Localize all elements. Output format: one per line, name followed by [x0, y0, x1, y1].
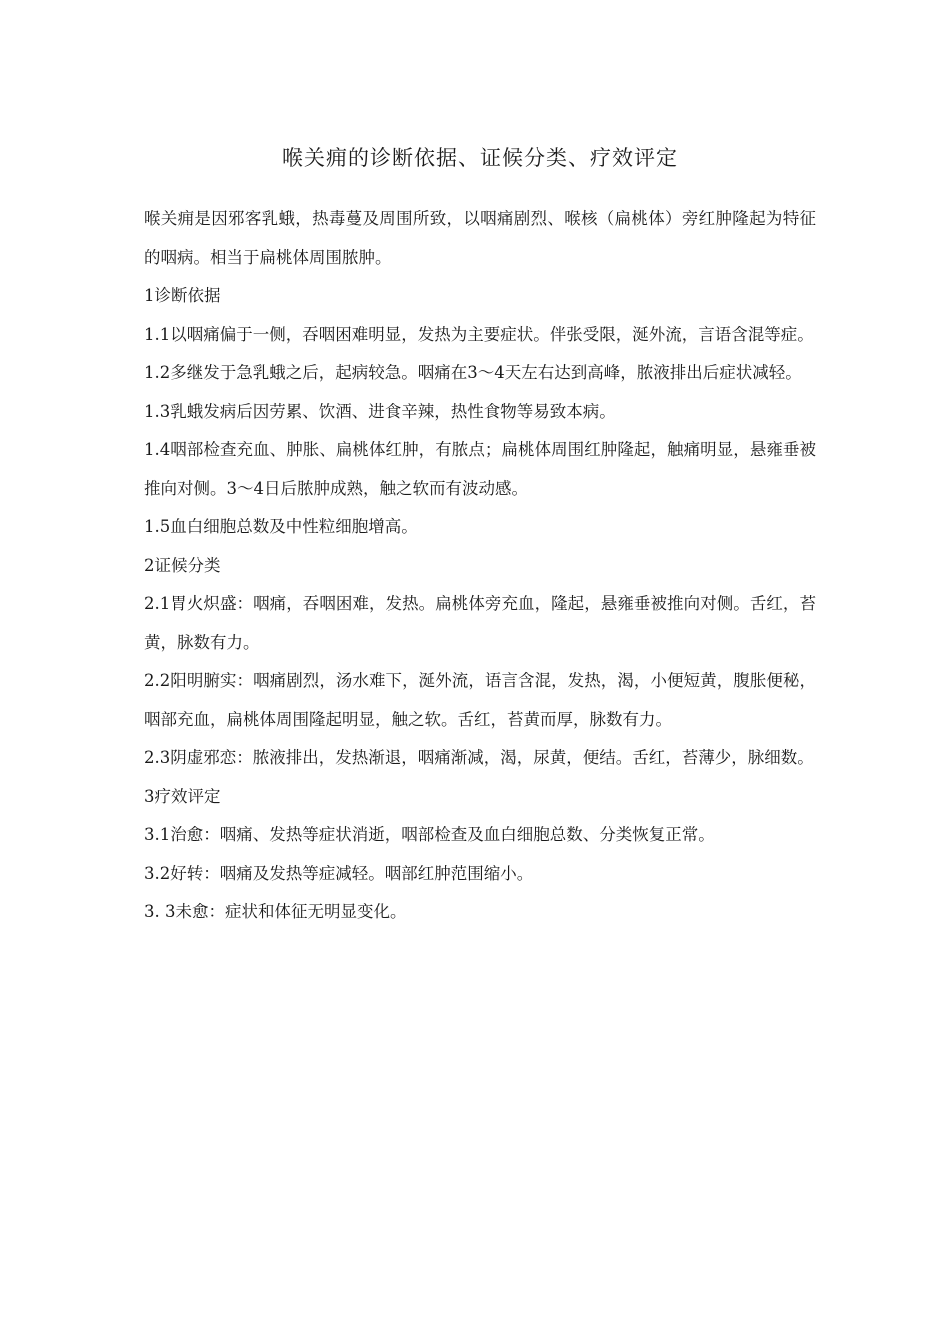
syndrome-item-2-2: 2.2阳明腑实：咽痛剧烈，汤水难下，涎外流，语言含混，发热，渴，小便短黄，腹胀便秘，咽部充血，扁桃体周围隆起明显，触之软。舌红，苔黄而厚，脉数有力。 [144, 671, 816, 729]
section-heading-efficacy: 3疗效评定 [144, 786, 221, 806]
diagnosis-item-1-1: 1.1以咽痛偏于一侧，吞咽困难明显，发热为主要症状。伴张受限，涎外流，言语含混等症。 [144, 324, 814, 344]
diagnosis-item-1-3: 1.3乳蛾发病后因劳累、饮酒、进食辛辣，热性食物等易致本病。 [144, 401, 616, 421]
diagnosis-item-1-4: 1.4咽部检查充血、肿胀、扁桃体红肿，有脓点；扁桃体周围红肿隆起，触痛明显，悬雍垂被推向对侧。3〜4日后脓肿成熟，触之软而有波动感。 [144, 440, 816, 498]
efficacy-item-3-1: 3.1治愈：咽痛、发热等症状消逝，咽部检查及血白细胞总数、分类恢复正常。 [144, 825, 715, 844]
syndrome-item-2-3: 2.3阴虚邪恋：脓液排出，发热渐退，咽痛渐减，渴，尿黄，便结。舌红，苔薄少，脉细数。 [144, 748, 814, 767]
efficacy-item-3-2: 3.2好转：咽痛及发热等症减轻。咽部红肿范围缩小。 [144, 863, 534, 883]
syndrome-item-2-1: 2.1胃火炽盛：咽痛，吞咽困难，发热。扁桃体旁充血，隆起，悬雍垂被推向对侧。舌红，苔黄，脉数有力。 [144, 594, 816, 652]
intro-paragraph: 喉关痈是因邪客乳蛾，热毒蔓及周围所致，以咽痛剧烈、喉核（扁桃体）旁红肿隆起为特征的咽病。相当于扁桃体周围脓肿。 [144, 209, 816, 267]
section-heading-syndrome: 2证候分类 [144, 555, 221, 575]
page-title: 喉关痈的诊断依据、证候分类、疗效评定 [282, 146, 678, 170]
diagnosis-item-1-5: 1.5血白细胞总数及中性粒细胞增高。 [144, 517, 418, 536]
section-heading-diagnosis: 1诊断依据 [144, 286, 221, 305]
efficacy-item-3-3: 3. 3未愈：症状和体征无明显变化。 [144, 902, 407, 921]
diagnosis-item-1-2: 1.2多继发于急乳蛾之后，起病较急。咽痛在3〜4天左右达到高峰，脓液排出后症状减轻。 [144, 363, 802, 382]
document-body [144, 200, 816, 932]
